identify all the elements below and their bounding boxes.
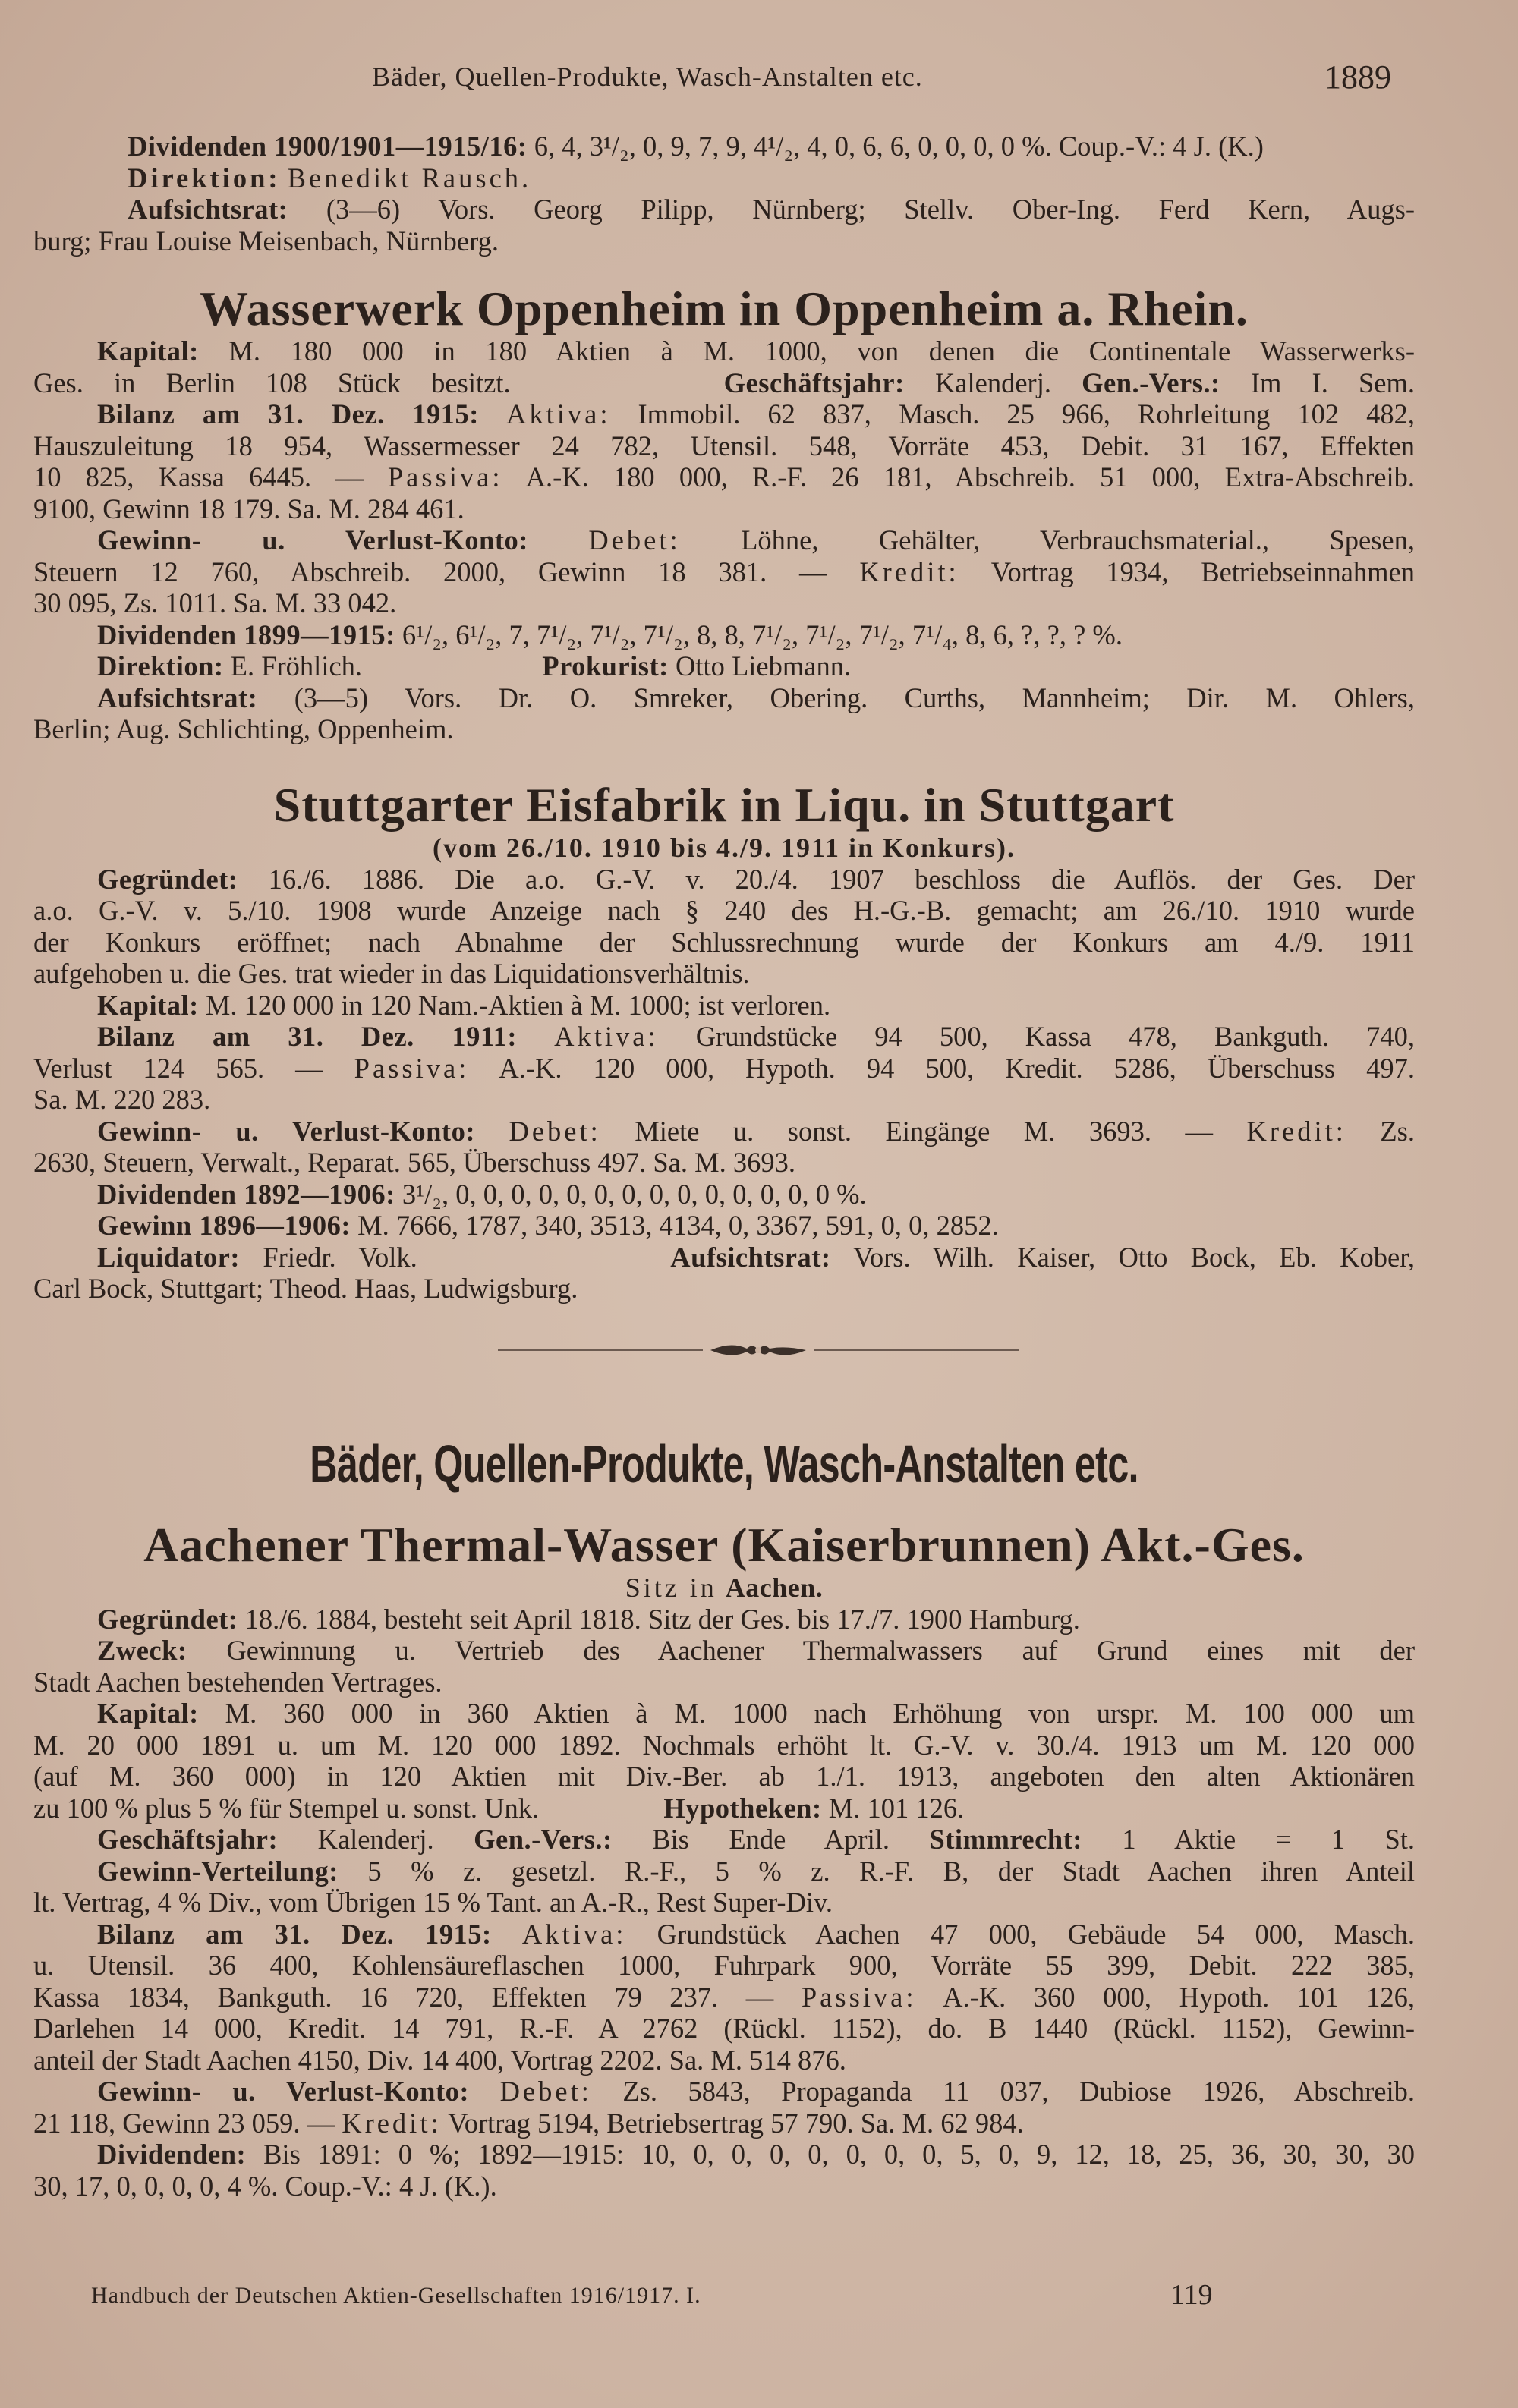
- page-footer: [0, 2278, 1518, 2316]
- direction-line: [64, 162, 1415, 194]
- company-seat: [33, 1572, 1415, 1604]
- voting-right-label: Stimmrecht:: [929, 1824, 1082, 1855]
- balance-line-1: [33, 398, 1415, 430]
- credit-label: Kredit:: [859, 556, 959, 587]
- profit-distribution-text-1: 5 % z. gesetzl. R.-F., 5 % z. R.-F. B, der Stadt Aachen ihren Anteil: [367, 1855, 1415, 1887]
- capital-line: [33, 335, 1415, 367]
- balance-text-3b: A.-K. 180 000, R.-F. 26 181, Abschreib. 51 000, Extra-Abschreib.: [525, 461, 1415, 493]
- balance-line-3: [33, 461, 1415, 493]
- dividends-text: 6¹/₂, 6¹/₂, 7, 7¹/₂, 7¹/₂, 7¹/₂, 8, 8, 7¹/₂, 7¹/₂, 7¹/₂, 7¹/₄, 8, 6, ?, ?, ? %.: [402, 619, 1123, 650]
- balance-label: Bilanz am 31. Dez. 1911:: [97, 1021, 518, 1052]
- fiscal-year-label: Geschäftsjahr:: [723, 367, 905, 398]
- capital-line: [33, 990, 1415, 1021]
- board-label: Aufsichtsrat:: [128, 194, 288, 225]
- capital-text: M. 180 000 in 180 Aktien à M. 1000, von denen die Continentale Wasserwerks-: [228, 335, 1415, 367]
- assets-label: Aktiva:: [554, 1021, 659, 1052]
- mortgages-label: Hypotheken:: [663, 1792, 822, 1824]
- debit-label: Debet:: [588, 524, 681, 556]
- dividends-text: 3¹/₂, 0, 0, 0, 0, 0, 0, 0, 0, 0, 0, 0, 0, 0, 0 %.: [402, 1178, 867, 1210]
- dividends-label: Dividenden 1900/1901—1915/16:: [128, 131, 528, 162]
- company-entry-oppenheim: [33, 282, 1415, 745]
- fiscal-year-label: Geschäftsjahr:: [97, 1824, 279, 1855]
- profit-text: M. 7666, 1787, 340, 3513, 4134, 0, 3367, 591, 0, 0, 2852.: [357, 1210, 999, 1241]
- section-heading: [33, 1432, 1415, 1496]
- pl-text-1: Zs. 5843, Propaganda 11 037, Dubiose 1926, Abschreib.: [622, 2076, 1415, 2107]
- assets-label: Aktiva:: [505, 398, 611, 430]
- board-line-2: Carl Bock, Stuttgart; Theod. Haas, Ludwigsburg.: [33, 1273, 578, 1304]
- capital-line-4: [33, 1793, 1415, 1824]
- balance-text-3a: 10 825, Kassa 6445. —: [33, 461, 364, 493]
- debit-label: Debet:: [499, 2076, 592, 2107]
- founded-line-4: aufgehoben u. die Ges. trat wieder in das Liquidationsverhältnis.: [33, 958, 750, 989]
- credit-label: Kredit:: [342, 2107, 442, 2139]
- board-text-1: Vors. Wilh. Kaiser, Otto Bock, Eb. Kober,: [853, 1241, 1415, 1273]
- balance-line-3: [33, 1981, 1415, 2013]
- dividends-line: [64, 131, 1415, 162]
- board-line-2: Berlin; Aug. Schlichting, Oppenheim.: [33, 713, 454, 744]
- balance-label: Bilanz am 31. Dez. 1915:: [97, 1918, 492, 1950]
- founded-text: 18./6. 1884, besteht seit April 1818. Sitz der Ges. bis 17./7. 1900 Hamburg.: [244, 1603, 1080, 1635]
- assets-label: Aktiva:: [521, 1918, 627, 1950]
- direction-label: Direktion:: [128, 162, 281, 194]
- capital-text-4: zu 100 % plus 5 % für Stempel u. sonst. Unk.: [33, 1792, 540, 1824]
- general-meeting-label: Gen.-Vers.:: [1082, 367, 1220, 398]
- balance-line-2: [33, 1053, 1415, 1084]
- board-text-1: (3—5) Vors. Dr. O. Smreker, Obering. Curths, Mannheim; Dir. M. Ohlers,: [294, 681, 1415, 713]
- liabilities-label: Passiva:: [354, 1052, 470, 1084]
- purpose-line-2: Stadt Aachen bestehenden Vertrages.: [33, 1666, 442, 1698]
- profit-distribution-line-1: [33, 1856, 1415, 1887]
- direction-line: [33, 650, 1415, 682]
- pl-text-1a: Miete u. sonst. Eingänge M. 3693. —: [635, 1115, 1213, 1147]
- dividends-label: Dividenden:: [97, 2139, 247, 2170]
- profit-distribution-label: Gewinn-Verteilung:: [97, 1855, 339, 1887]
- board-line: [64, 194, 1415, 225]
- fiscal-year-text: Kalenderj.: [317, 1824, 434, 1855]
- divider-line-right: [814, 1349, 1019, 1351]
- dividends-text: 6, 4, 3¹/₂, 0, 9, 7, 9, 4¹/₂, 4, 0, 6, 6, 0, 0, 0, 0 %. Coup.-V.: 4 J. (K.): [534, 131, 1264, 162]
- pl-text-1b: Zs.: [1380, 1115, 1415, 1147]
- board-line: [33, 682, 1415, 714]
- company-subtitle: (vom 26./10. 1910 bis 4./9. 1911 in Konkurs).: [432, 832, 1016, 863]
- capital-text: M. 120 000 in 120 Nam.-Aktien à M. 1000; ist verloren.: [205, 989, 831, 1021]
- pl-text-2a: Steuern 12 760, Abschreib. 2000, Gewinn 18 381. —: [33, 556, 827, 587]
- voting-right-text: 1 Aktie = 1 St.: [1122, 1824, 1415, 1855]
- dividends-line: [33, 1179, 1415, 1210]
- founded-line-3: der Konkurs eröffnet; nach Abnahme der Schlussrechnung wurde der Konkurs am 4./9. 1911: [33, 926, 1415, 958]
- founded-label: Gegründet:: [97, 1603, 238, 1635]
- liabilities-label: Passiva:: [801, 1981, 917, 2013]
- procurist-text: Otto Liebmann.: [675, 650, 852, 681]
- ornamental-divider: [33, 1335, 1415, 1365]
- balance-line-1: [33, 1919, 1415, 1950]
- balance-line-5: anteil der Stadt Aachen 4150, Div. 14 400, Vortrag 2202. Sa. M. 514 876.: [33, 2044, 846, 2076]
- capital-line-3: (auf M. 360 000) in 120 Aktien mit Div.-Ber. ab 1./1. 1913, angeboten den alten Aktionären: [33, 1761, 1415, 1792]
- running-head: [0, 55, 1518, 100]
- pl-label: Gewinn- u. Verlust-Konto:: [97, 524, 528, 556]
- pl-line-1: [33, 1116, 1415, 1147]
- balance-text-1: Immobil. 62 837, Masch. 25 966, Rohrleitung 102 482,: [638, 398, 1415, 430]
- dividends-label: Dividenden 1892—1906:: [97, 1178, 395, 1210]
- pl-text-2a: 21 118, Gewinn 23 059. —: [33, 2107, 335, 2139]
- dividends-line-2: 30, 17, 0, 0, 0, 0, 4 %. Coup.-V.: 4 J. (K.).: [33, 2170, 497, 2202]
- balance-text-1: Grundstücke 94 500, Kassa 478, Bankguth. 740,: [695, 1021, 1415, 1052]
- pl-line-1: [33, 2076, 1415, 2107]
- ornament-icon: [709, 1338, 808, 1362]
- board-label: Aufsichtsrat:: [97, 681, 258, 713]
- liquidator-label: Liquidator:: [97, 1241, 241, 1273]
- balance-text-1: Grundstück Aachen 47 000, Gebäude 54 000, Masch.: [657, 1918, 1415, 1950]
- general-meeting-text: Bis Ende April.: [652, 1824, 890, 1855]
- running-head-title: Bäder, Quellen-Produkte, Wasch-Anstalten etc.: [372, 61, 923, 92]
- balance-text-2a: Verlust 124 565. —: [33, 1052, 323, 1084]
- founded-line: [33, 1604, 1415, 1635]
- pl-text-2b: Vortrag 1934, Betriebseinnahmen: [990, 556, 1415, 587]
- dividends-label: Dividenden 1899—1915:: [97, 619, 395, 650]
- mortgages-text: M. 101 126.: [828, 1792, 965, 1824]
- direction-label: Direktion:: [97, 650, 224, 681]
- capital-line-2: M. 20 000 1891 u. um M. 120 000 1892. Nochmals erhöht lt. G.-V. v. 30./4. 1913 um M. 120 000: [33, 1729, 1415, 1761]
- pl-line-2: [33, 2107, 1415, 2139]
- pl-line-2: 2630, Steuern, Verwalt., Reparat. 565, Überschuss 497. Sa. M. 3693.: [33, 1147, 795, 1178]
- capital-label: Kapital:: [97, 989, 199, 1021]
- balance-line-4: Darlehen 14 000, Kredit. 14 791, R.-F. A 2762 (Rückl. 1152), do. B 1440 (Rückl. 1152), Gewinn-: [33, 2013, 1415, 2044]
- pl-line-1: [33, 524, 1415, 556]
- seat-place: Aachen.: [725, 1572, 824, 1603]
- previous-entry-fragment: [33, 131, 1415, 257]
- liquidator-text: Friedr. Volk.: [263, 1241, 417, 1273]
- founded-label: Gegründet:: [97, 863, 238, 895]
- direction-text: Benedikt Rausch.: [287, 162, 532, 194]
- company-title: Wasserwerk Oppenheim in Oppenheim a. Rhein.: [200, 282, 1249, 335]
- capital-text-2: Ges. in Berlin 108 Stück besitzt.: [33, 367, 511, 398]
- seat-prefix: Sitz in: [625, 1572, 717, 1603]
- board-line-2: burg; Frau Louise Meisenbach, Nürnberg.: [33, 225, 499, 257]
- capital-label: Kapital:: [97, 335, 199, 367]
- profit-line: [33, 1210, 1415, 1242]
- founded-line-1: [33, 864, 1415, 896]
- purpose-label: Zweck:: [97, 1635, 187, 1666]
- section-title: Bäder, Quellen-Produkte, Wasch-Anstalten etc.: [310, 1434, 1138, 1494]
- company-title: Stuttgarter Eisfabrik in Liqu. in Stuttgart: [273, 777, 1175, 832]
- pl-label: Gewinn- u. Verlust-Konto:: [97, 2076, 470, 2107]
- pl-line-2: [33, 556, 1415, 588]
- pl-line-3: 30 095, Zs. 1011. Sa. M. 33 042.: [33, 587, 397, 619]
- balance-label: Bilanz am 31. Dez. 1915:: [97, 398, 479, 430]
- balance-line-1: [33, 1021, 1415, 1053]
- fiscal-line: [33, 1824, 1415, 1856]
- balance-line-2: Hauszuleitung 18 954, Wassermesser 24 782, Utensil. 548, Vorräte 453, Debit. 31 167, Effekten: [33, 430, 1415, 461]
- company-entry-aachener-thermal-wasser: [33, 1519, 1415, 2202]
- balance-text-3a: Kassa 1834, Bankguth. 16 720, Effekten 79 237. —: [33, 1981, 774, 2013]
- company-title: Aachener Thermal-Wasser (Kaiserbrunnen) Akt.-Ges.: [143, 1517, 1305, 1572]
- divider-line-left: [498, 1349, 703, 1351]
- balance-line-2: u. Utensil. 36 400, Kohlensäureflaschen 1000, Fuhrpark 900, Vorräte 55 399, Debit. 222 385,: [33, 1950, 1415, 1981]
- profit-label: Gewinn 1896—1906:: [97, 1210, 351, 1241]
- dividends-line-1: [33, 2139, 1415, 2170]
- board-label: Aufsichtsrat:: [670, 1241, 831, 1273]
- company-entry-stuttgarter-eisfabrik: [33, 779, 1415, 1305]
- debit-label: Debet:: [509, 1115, 601, 1147]
- credit-label: Kredit:: [1246, 1115, 1346, 1147]
- liabilities-label: Passiva:: [387, 461, 503, 493]
- dividends-line: [33, 619, 1415, 651]
- dividends-text-1: Bis 1891: 0 %; 1892—1915: 10, 0, 0, 0, 0, 0, 0, 0, 5, 0, 9, 12, 18, 25, 36, 30, 30, 30: [263, 2139, 1415, 2170]
- capital-label: Kapital:: [97, 1698, 199, 1729]
- page-body: [33, 131, 1415, 2202]
- general-meeting-text: Im I. Sem.: [1250, 367, 1415, 398]
- capital-line-2: [33, 367, 1415, 399]
- capital-line-1: [33, 1698, 1415, 1730]
- page-number: 1889: [1324, 58, 1391, 96]
- procurist-label: Prokurist:: [542, 650, 669, 681]
- general-meeting-label: Gen.-Vers.:: [474, 1824, 613, 1855]
- profit-distribution-line-2: lt. Vertrag, 4 % Div., vom Übrigen 15 % Tant. an A.-R., Rest Super-Div.: [33, 1887, 833, 1918]
- footer-publication: Handbuch der Deutschen Aktien-Gesellschaften 1916/1917. I.: [91, 2283, 701, 2308]
- balance-text-2b: A.-K. 120 000, Hypoth. 94 500, Kredit. 5286, Überschuss 497.: [499, 1052, 1415, 1084]
- balance-line-3: Sa. M. 220 283.: [33, 1084, 211, 1115]
- pl-text-2b: Vortrag 5194, Betriebsertrag 57 790. Sa. M. 62 984.: [448, 2107, 1024, 2139]
- direction-text: E. Fröhlich.: [230, 650, 363, 681]
- liquidator-line: [33, 1242, 1415, 1273]
- balance-line-4: 9100, Gewinn 18 179. Sa. M. 284 461.: [33, 493, 465, 524]
- purpose-line-1: [33, 1635, 1415, 1667]
- founded-text-1: 16./6. 1886. Die a.o. G.-V. v. 20./4. 1907 beschloss die Auflös. der Ges. Der: [268, 863, 1415, 895]
- pl-text-1: Löhne, Gehälter, Verbrauchsmaterial., Spesen,: [741, 524, 1415, 556]
- founded-line-2: a.o. G.-V. v. 5./10. 1908 wurde Anzeige nach § 240 des H.-G.-B. gemacht; am 26./10. 1910 wurde: [33, 895, 1415, 926]
- pl-label: Gewinn- u. Verlust-Konto:: [97, 1115, 475, 1147]
- balance-text-3b: A.-K. 360 000, Hypoth. 101 126,: [943, 1981, 1415, 2013]
- capital-text-1: M. 360 000 in 360 Aktien à M. 1000 nach Erhöhung von urspr. M. 100 000 um: [225, 1698, 1415, 1729]
- fiscal-year-text: Kalenderj.: [934, 367, 1051, 398]
- footer-signature-number: 119: [1170, 2279, 1213, 2311]
- board-text-1: (3—6) Vors. Georg Pilipp, Nürnberg; Stellv. Ober-Ing. Ferd Kern, Augs-: [326, 194, 1415, 225]
- purpose-text-1: Gewinnung u. Vertrieb des Aachener Thermalwassers auf Grund eines mit der: [226, 1635, 1415, 1666]
